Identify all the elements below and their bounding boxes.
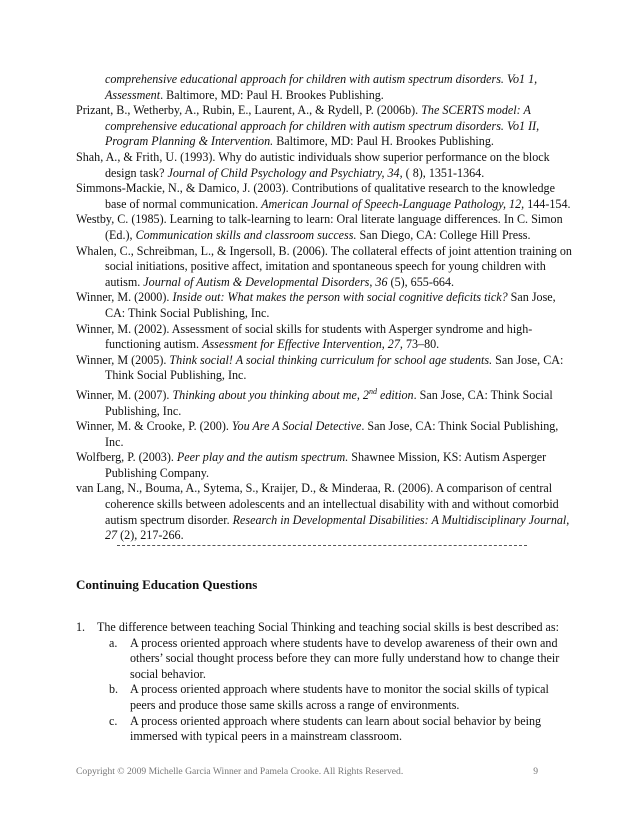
page-number: 9 <box>533 766 538 777</box>
reference-text: . Baltimore, MD: Paul H. Brookes Publishing. <box>160 87 384 102</box>
reference-list <box>76 72 576 544</box>
answer-options <box>76 636 576 745</box>
reference-text: 73–80. <box>402 337 440 352</box>
reference-title-text: Journal of Autism & Developmental Disorders <box>143 274 370 289</box>
reference-title-text: 36 <box>375 274 388 289</box>
reference-entry <box>76 384 576 419</box>
reference-text: Winner, M. & Crooke, P. (200). <box>76 419 232 434</box>
reference-title-text: Peer play and the autism spectrum. <box>176 450 349 465</box>
reference-title-text: Research in Developmental Disabilities: A Multidisciplinary Journal, 27 <box>105 512 570 543</box>
reference-text: Shah, A., & Frith, U. (1993). Why do autistic individuals show superior performance on the block design task? <box>76 149 550 180</box>
option-letter: c. <box>109 713 118 728</box>
copyright-notice: Copyright © 2009 Michelle Garcia Winner and Pamela Crooke. All Rights Reserved. <box>76 766 404 777</box>
reference-title-text: Journal of Child Psychology and Psychiatry, 34, <box>167 165 403 180</box>
reference-title-text: Assessment for Effective Intervention, 27, <box>202 337 403 352</box>
answer-option <box>76 636 576 683</box>
reference-text: Westby, C. (1985). Learning to talk-learning to learn: Oral literate language differences. In C. Simon (Ed.), <box>76 212 563 242</box>
question-stem: The difference between teaching Social Thinking and teaching social skills is best described as: <box>97 620 559 634</box>
reference-text: van Lang, N., Bouma, A., Sytema, S., Kraijer, D., & Minderaa, R. (2006). A comparison of central coherence skills between adolescents and an intellectual disability with and without comorbid autism spectrum disorder. <box>76 481 559 527</box>
reference-text: (2), 217-266. <box>117 528 184 543</box>
reference-entry <box>76 322 576 353</box>
reference-title-text: Think social! A social thinking curriculum for school age students. <box>169 352 493 367</box>
reference-text: , <box>369 274 376 289</box>
question-number: 1. <box>76 620 86 634</box>
reference-text: Shawnee Mission, KS: Autism Asperger Publishing Company. <box>105 450 547 480</box>
reference-entry <box>76 353 576 384</box>
option-text: A process oriented approach where students have to develop awareness of their own and others’ social thought process before they can more fully understand how to change their social behavior. <box>130 635 560 681</box>
reference-text: 144-154. <box>524 196 571 211</box>
reference-text: Winner, M (2005). <box>76 352 170 367</box>
section-title: Continuing Education Questions <box>76 577 258 592</box>
reference-entry <box>76 419 576 450</box>
reference-text: Wolfberg, P. (2003). <box>76 450 177 465</box>
question-1 <box>76 620 576 745</box>
reference-text: Winner, M. (2002). Assessment of social skills for students with Asperger syndrome and high-functioning autism. <box>76 321 533 352</box>
reference-entry <box>76 181 576 212</box>
reference-entry <box>76 72 576 103</box>
section-divider <box>117 545 527 546</box>
reference-text: . San Jose, CA: Think Social Publishing, Inc. <box>105 387 553 418</box>
answer-option <box>76 682 576 713</box>
reference-text: San Jose, CA: Think Social Publishing, Inc. <box>105 290 556 320</box>
reference-title-text: Thinking about you thinking about me, 2 <box>172 387 369 402</box>
reference-entry <box>76 450 576 481</box>
answer-option <box>76 714 576 745</box>
reference-title-text: Inside out: What makes the person with social cognitive deficits tick? <box>172 290 508 305</box>
reference-text: . San Jose, CA: Think Social Publishing, Inc. <box>105 419 559 449</box>
reference-text: San Jose, CA: Think Social Publishing, Inc. <box>105 352 564 383</box>
reference-text: Simmons-Mackie, N., & Damico, J. (2003). Contributions of qualitative research to the knowledge base of normal communication. <box>76 181 555 211</box>
reference-text: Winner, M. (2007). <box>76 387 173 402</box>
reference-entry <box>76 481 576 543</box>
reference-entry <box>76 290 576 321</box>
option-text: A process oriented approach where students have to monitor the social skills of typical peers and produce those same skills across a range of environments. <box>130 682 549 712</box>
reference-title-text: You Are A Social Detective <box>231 419 362 434</box>
reference-entry <box>76 244 576 291</box>
reference-title-text: Communication skills and classroom success. <box>135 227 357 242</box>
reference-title-text: edition <box>376 387 414 402</box>
superscript: nd <box>368 386 377 396</box>
reference-entry <box>76 150 576 181</box>
option-letter: a. <box>109 635 118 650</box>
reference-text: (5), 655-664. <box>387 274 455 289</box>
reference-text: Baltimore, MD: Paul H. Brookes Publishing. <box>273 134 494 149</box>
reference-title-text: comprehensive educational approach for children with autism spectrum disorders. Vo1 1, Assessment <box>105 72 538 102</box>
option-letter: b. <box>109 682 119 697</box>
reference-title-text: American Journal of Speech-Language Pathology, 12, <box>261 196 525 211</box>
reference-text: San Diego, CA: College Hill Press. <box>356 227 531 242</box>
reference-text: ( 8), 1351-1364. <box>402 165 485 180</box>
reference-text: Winner, M. (2000). <box>76 290 173 305</box>
reference-entry <box>76 103 576 150</box>
reference-entry <box>76 212 576 243</box>
reference-text: Prizant, B., Wetherby, A., Rubin, E., Laurent, A., & Rydell, P. (2006b). <box>76 103 422 118</box>
page-footer <box>76 766 538 777</box>
reference-title-text: The SCERTS model: A comprehensive educational approach for children with autism spectrum disorders. Vo1 II, Program Planning & Intervention. <box>105 103 540 149</box>
reference-text: Whalen, C., Schreibman, L., & Ingersoll, B. (2006). The collateral effects of joint attention training on social initiations, positive affect, imitation and spontaneous speech for young children with autism. <box>76 243 572 289</box>
option-text: A process oriented approach where students can learn about social behavior by being immersed with typical peers in a mainstream classroom. <box>130 713 542 744</box>
